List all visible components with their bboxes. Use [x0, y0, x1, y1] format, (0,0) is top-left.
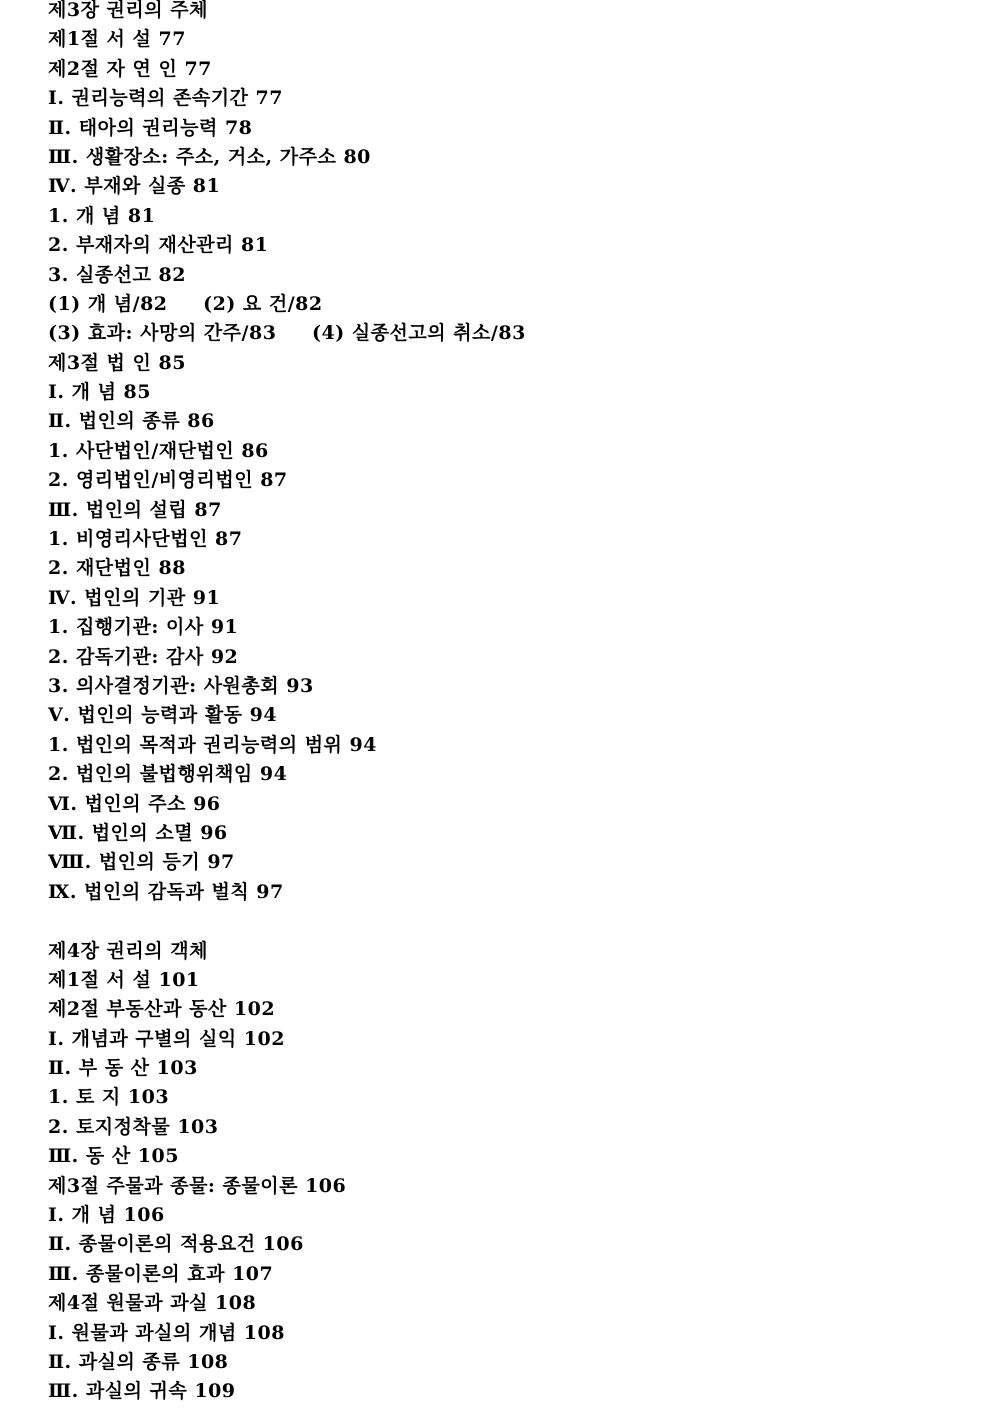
item-entry: 1. 사단법인/재단법인 86 — [48, 439, 269, 462]
item-entry: 2. 토지정착물 103 — [48, 1115, 219, 1138]
subsection-entry: Ⅱ. 법인의 종류 86 — [48, 410, 215, 433]
section-entry: 제1절 서 설 77 — [48, 28, 186, 51]
section-entry: 제3절 법 인 85 — [48, 351, 186, 374]
item-entry: 2. 법인의 불법행위책임 94 — [48, 763, 288, 786]
section-entry: 제2절 부동산과 동산 102 — [48, 998, 276, 1021]
subitem-entry: (4) 실종선고의 취소/83 — [312, 322, 526, 345]
table-of-contents — [48, 0, 948, 1411]
item-entry: 3. 실종선고 82 — [48, 263, 186, 286]
section-entry: 제2절 자 연 인 77 — [48, 57, 212, 80]
subsection-entry: Ⅳ. 법인의 기관 91 — [48, 586, 221, 609]
subsection-entry: Ⅰ. 원물과 과실의 개념 108 — [48, 1321, 285, 1344]
subsection-entry: Ⅰ. 개 념 85 — [48, 381, 151, 404]
subsection-entry: Ⅰ. 개념과 구별의 실익 102 — [48, 1027, 285, 1050]
subsection-entry: Ⅱ. 태아의 권리능력 78 — [48, 116, 253, 139]
subsection-entry: Ⅷ. 법인의 등기 97 — [48, 851, 235, 874]
subsection-entry: Ⅴ. 법인의 능력과 활동 94 — [48, 704, 278, 727]
item-entry: 1. 개 념 81 — [48, 204, 156, 227]
subsection-entry: Ⅳ. 부재와 실종 81 — [48, 175, 221, 198]
subsection-entry: Ⅸ. 법인의 감독과 벌칙 97 — [48, 880, 284, 903]
subitem-entry-row — [48, 323, 948, 352]
subsection-entry: Ⅱ. 종물이론의 적용요건 106 — [48, 1233, 304, 1256]
item-entry: 1. 법인의 목적과 권리능력의 범위 94 — [48, 733, 377, 756]
item-entry: 2. 부재자의 재산관리 81 — [48, 234, 269, 257]
subitem-entry: (1) 개 념/82 — [48, 292, 168, 315]
item-entry: 2. 재단법인 88 — [48, 557, 186, 580]
subsection-entry: Ⅱ. 부 동 산 103 — [48, 1057, 198, 1080]
item-entry: 1. 집행기관: 이사 91 — [48, 616, 239, 639]
item-entry: 2. 영리법인/비영리법인 87 — [48, 469, 288, 492]
section-entry: 제1절 서 설 101 — [48, 968, 200, 991]
spacer — [48, 911, 948, 940]
section-entry: 제4절 원물과 과실 108 — [48, 1292, 257, 1315]
item-entry: 2. 감독기관: 감사 92 — [48, 645, 239, 668]
subsection-entry: Ⅲ. 동 산 105 — [48, 1145, 179, 1168]
subsection-entry: Ⅲ. 생활장소: 주소, 거소, 가주소 80 — [48, 145, 371, 168]
subsection-entry: Ⅶ. 법인의 소멸 96 — [48, 821, 228, 844]
section-entry: 제3절 주물과 종물: 종물이론 106 — [48, 1174, 347, 1197]
subsection-entry: Ⅰ. 권리능력의 존속기간 77 — [48, 87, 283, 110]
item-entry: 3. 의사결정기관: 사원총회 93 — [48, 674, 314, 697]
subitem-entry-row — [48, 294, 948, 323]
item-entry: 1. 비영리사단법인 87 — [48, 528, 243, 551]
subitem-entry: (3) 효과: 사망의 간주/83 — [48, 322, 277, 345]
chapter-heading: 제3장 권리의 주체 — [48, 0, 208, 21]
subsection-entry: Ⅲ. 종물이론의 효과 107 — [48, 1262, 274, 1285]
subitem-entry: (2) 요 건/82 — [203, 292, 323, 315]
subsection-entry: Ⅲ. 과실의 귀속 109 — [48, 1380, 236, 1403]
item-entry: 1. 토 지 103 — [48, 1086, 170, 1109]
subsection-entry: Ⅵ. 법인의 주소 96 — [48, 792, 221, 815]
subsection-entry: Ⅲ. 법인의 설립 87 — [48, 498, 222, 521]
subsection-entry: Ⅰ. 개 념 106 — [48, 1204, 165, 1227]
subsection-entry: Ⅱ. 과실의 종류 108 — [48, 1350, 229, 1373]
chapter-heading: 제4장 권리의 객체 — [48, 939, 208, 962]
